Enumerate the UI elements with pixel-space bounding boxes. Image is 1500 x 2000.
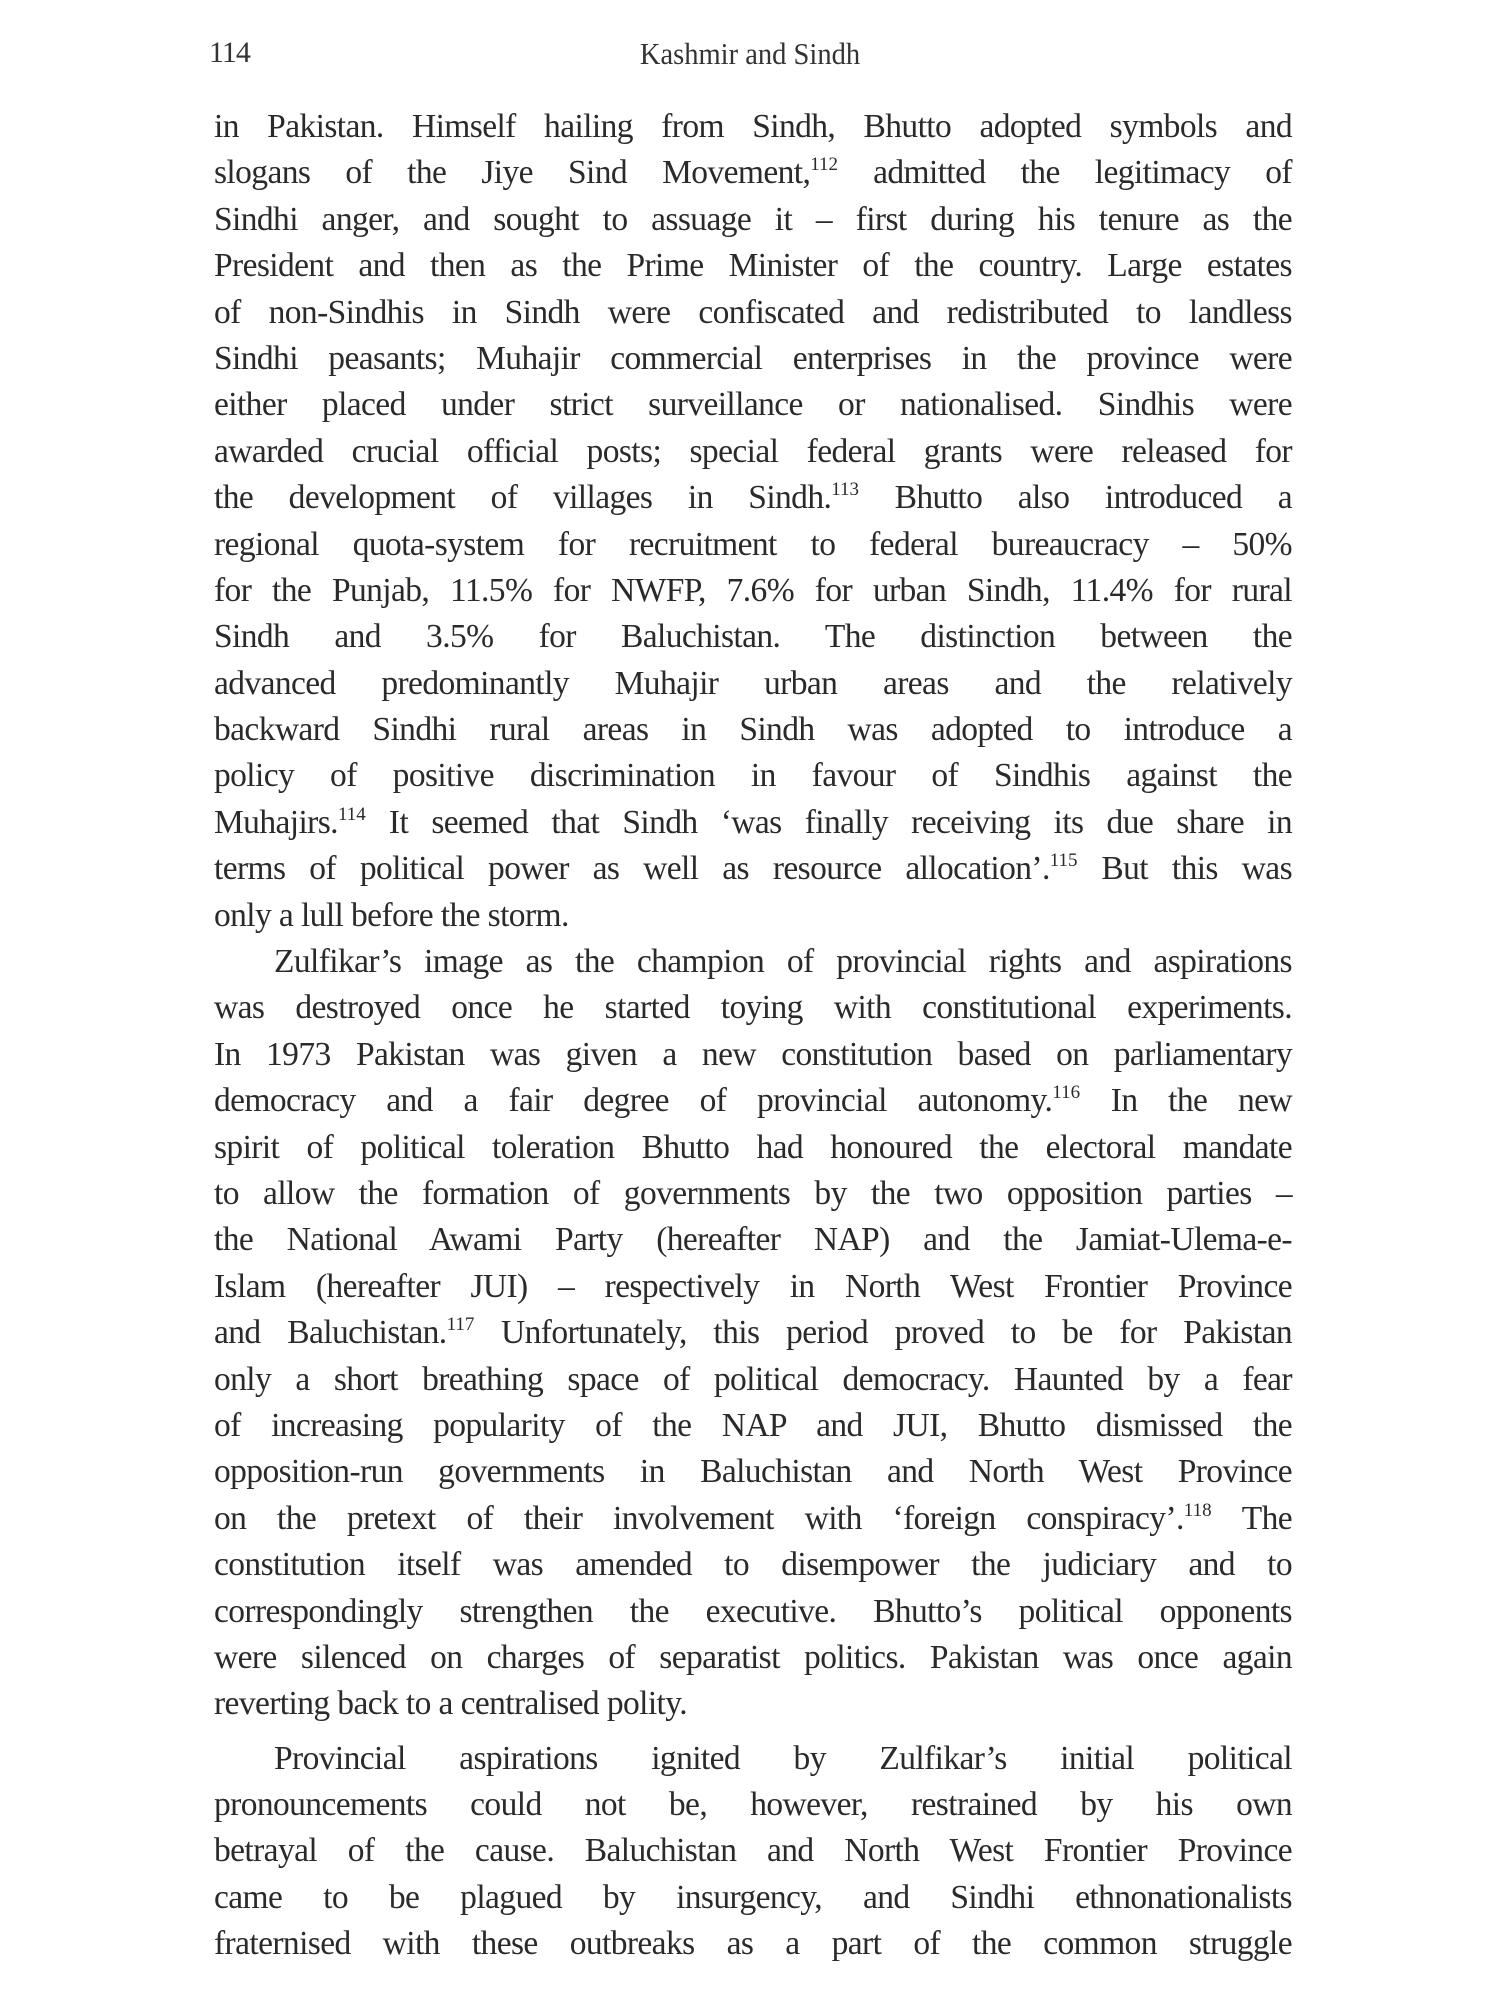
text-line: President and then as the Prime Minister of the country. Large estates (214, 247, 1292, 285)
text-line: reverting back to a centralised polity. (214, 1685, 688, 1723)
body-text (214, 104, 1292, 1968)
text-line: Zulfikar’s image as the champion of provincial rights and aspirations (274, 943, 1292, 981)
text-line: awarded crucial official posts; special federal grants were released for (214, 432, 1292, 470)
footnote-ref[interactable]: 113 (831, 479, 860, 501)
footnote-ref[interactable]: 114 (337, 803, 366, 825)
text-line: of increasing popularity of the NAP and JUI, Bhutto dismissed the (214, 1406, 1292, 1444)
text-line: and Baluchistan.$^{117}$ Unfortunately, this period proved to be for Pakistan (214, 1314, 1292, 1352)
text-line: correspondingly strengthen the executive. Bhutto’s political opponents (214, 1592, 1292, 1630)
footnote-ref[interactable]: 118 (1183, 1499, 1212, 1521)
paragraph (214, 939, 1292, 1728)
text-line: for the Punjab, 11.5% for NWFP, 7.6% for urban Sindh, 11.4% for rural (214, 571, 1292, 609)
text-line: either placed under strict surveillance or nationalised. Sindhis were (214, 386, 1292, 424)
text-line: betrayal of the cause. Baluchistan and North West Frontier Province (214, 1832, 1292, 1870)
text-line: were silenced on charges of separatist politics. Pakistan was once again (214, 1638, 1292, 1676)
text-line: Provincial aspirations ignited by Zulfikar’s initial political (274, 1739, 1292, 1777)
paragraph-spacing (214, 1728, 1292, 1736)
text-line: democracy and a fair degree of provincial autonomy.$^{116}$ In the new (214, 1082, 1292, 1120)
text-line: Sindh and 3.5% for Baluchistan. The distinction between the (214, 618, 1292, 656)
text-line: was destroyed once he started toying with constitutional experiments. (214, 989, 1292, 1027)
text-line: constitution itself was amended to disempower the judiciary and to (214, 1546, 1292, 1584)
text-line: only a short breathing space of political democracy. Haunted by a fear (214, 1360, 1292, 1398)
text-line: the development of villages in Sindh.$^{113}$ Bhutto also introduced a (214, 479, 1292, 517)
text-line: only a lull before the storm. (214, 896, 569, 934)
text-line: spirit of political toleration Bhutto had honoured the electoral mandate (214, 1128, 1292, 1166)
text-line: to allow the formation of governments by the two opposition parties – (214, 1174, 1292, 1212)
text-line: on the pretext of their involvement with ‘foreign conspiracy’.$^{118}$ The (214, 1499, 1292, 1537)
text-line: advanced predominantly Muhajir urban areas and the relatively (214, 664, 1292, 702)
paragraph (214, 1736, 1292, 1968)
text-line: the National Awami Party (hereafter NAP) and the Jamiat-Ulema-e- (214, 1221, 1292, 1259)
text-line: opposition-run governments in Baluchistan and North West Province (214, 1453, 1292, 1491)
text-line: Islam (hereafter JUI) – respectively in North West Frontier Province (214, 1267, 1292, 1305)
footnote-ref[interactable]: 112 (810, 154, 839, 176)
text-line: regional quota-system for recruitment to federal bureaucracy – 50% (214, 525, 1292, 563)
text-line: Sindhi anger, and sought to assuage it – first during his tenure as the (214, 200, 1292, 238)
text-line: of non-Sindhis in Sindh were confiscated and redistributed to landless (214, 293, 1292, 331)
text-line: in Pakistan. Himself hailing from Sindh, Bhutto adopted symbols and (214, 108, 1292, 145)
text-line: came to be plagued by insurgency, and Sindhi ethnonationalists (214, 1878, 1292, 1916)
text-line: policy of positive discrimination in favour of Sindhis against the (214, 757, 1292, 795)
text-line: terms of political power as well as resource allocation’.$^{115}$ But this was (214, 850, 1293, 888)
paragraph (214, 104, 1292, 939)
footnote-ref[interactable]: 116 (1052, 1082, 1081, 1104)
text-line: slogans of the Jiye Sind Movement,$^{112}$ admitted the legitimacy of (214, 154, 1292, 192)
text-line: backward Sindhi rural areas in Sindh was adopted to introduce a (214, 711, 1292, 749)
footnote-ref[interactable]: 115 (1049, 850, 1078, 872)
footnote-ref[interactable]: 117 (446, 1314, 475, 1336)
text-line: Sindhi peasants; Muhajir commercial enterprises in the province were (214, 339, 1292, 377)
text-line: In 1973 Pakistan was given a new constitution based on parliamentary (214, 1035, 1292, 1073)
running-head-title: Kashmir and Sindh (639, 36, 861, 71)
text-line: Muhajirs.$^{114}$ It seemed that Sindh ‘was finally receiving its due share in (214, 803, 1292, 841)
text-line: fraternised with these outbreaks as a part of the common struggle (214, 1925, 1292, 1963)
text-line: pronouncements could not be, however, restrained by his own (214, 1786, 1292, 1824)
page-number: 114 (209, 36, 250, 69)
